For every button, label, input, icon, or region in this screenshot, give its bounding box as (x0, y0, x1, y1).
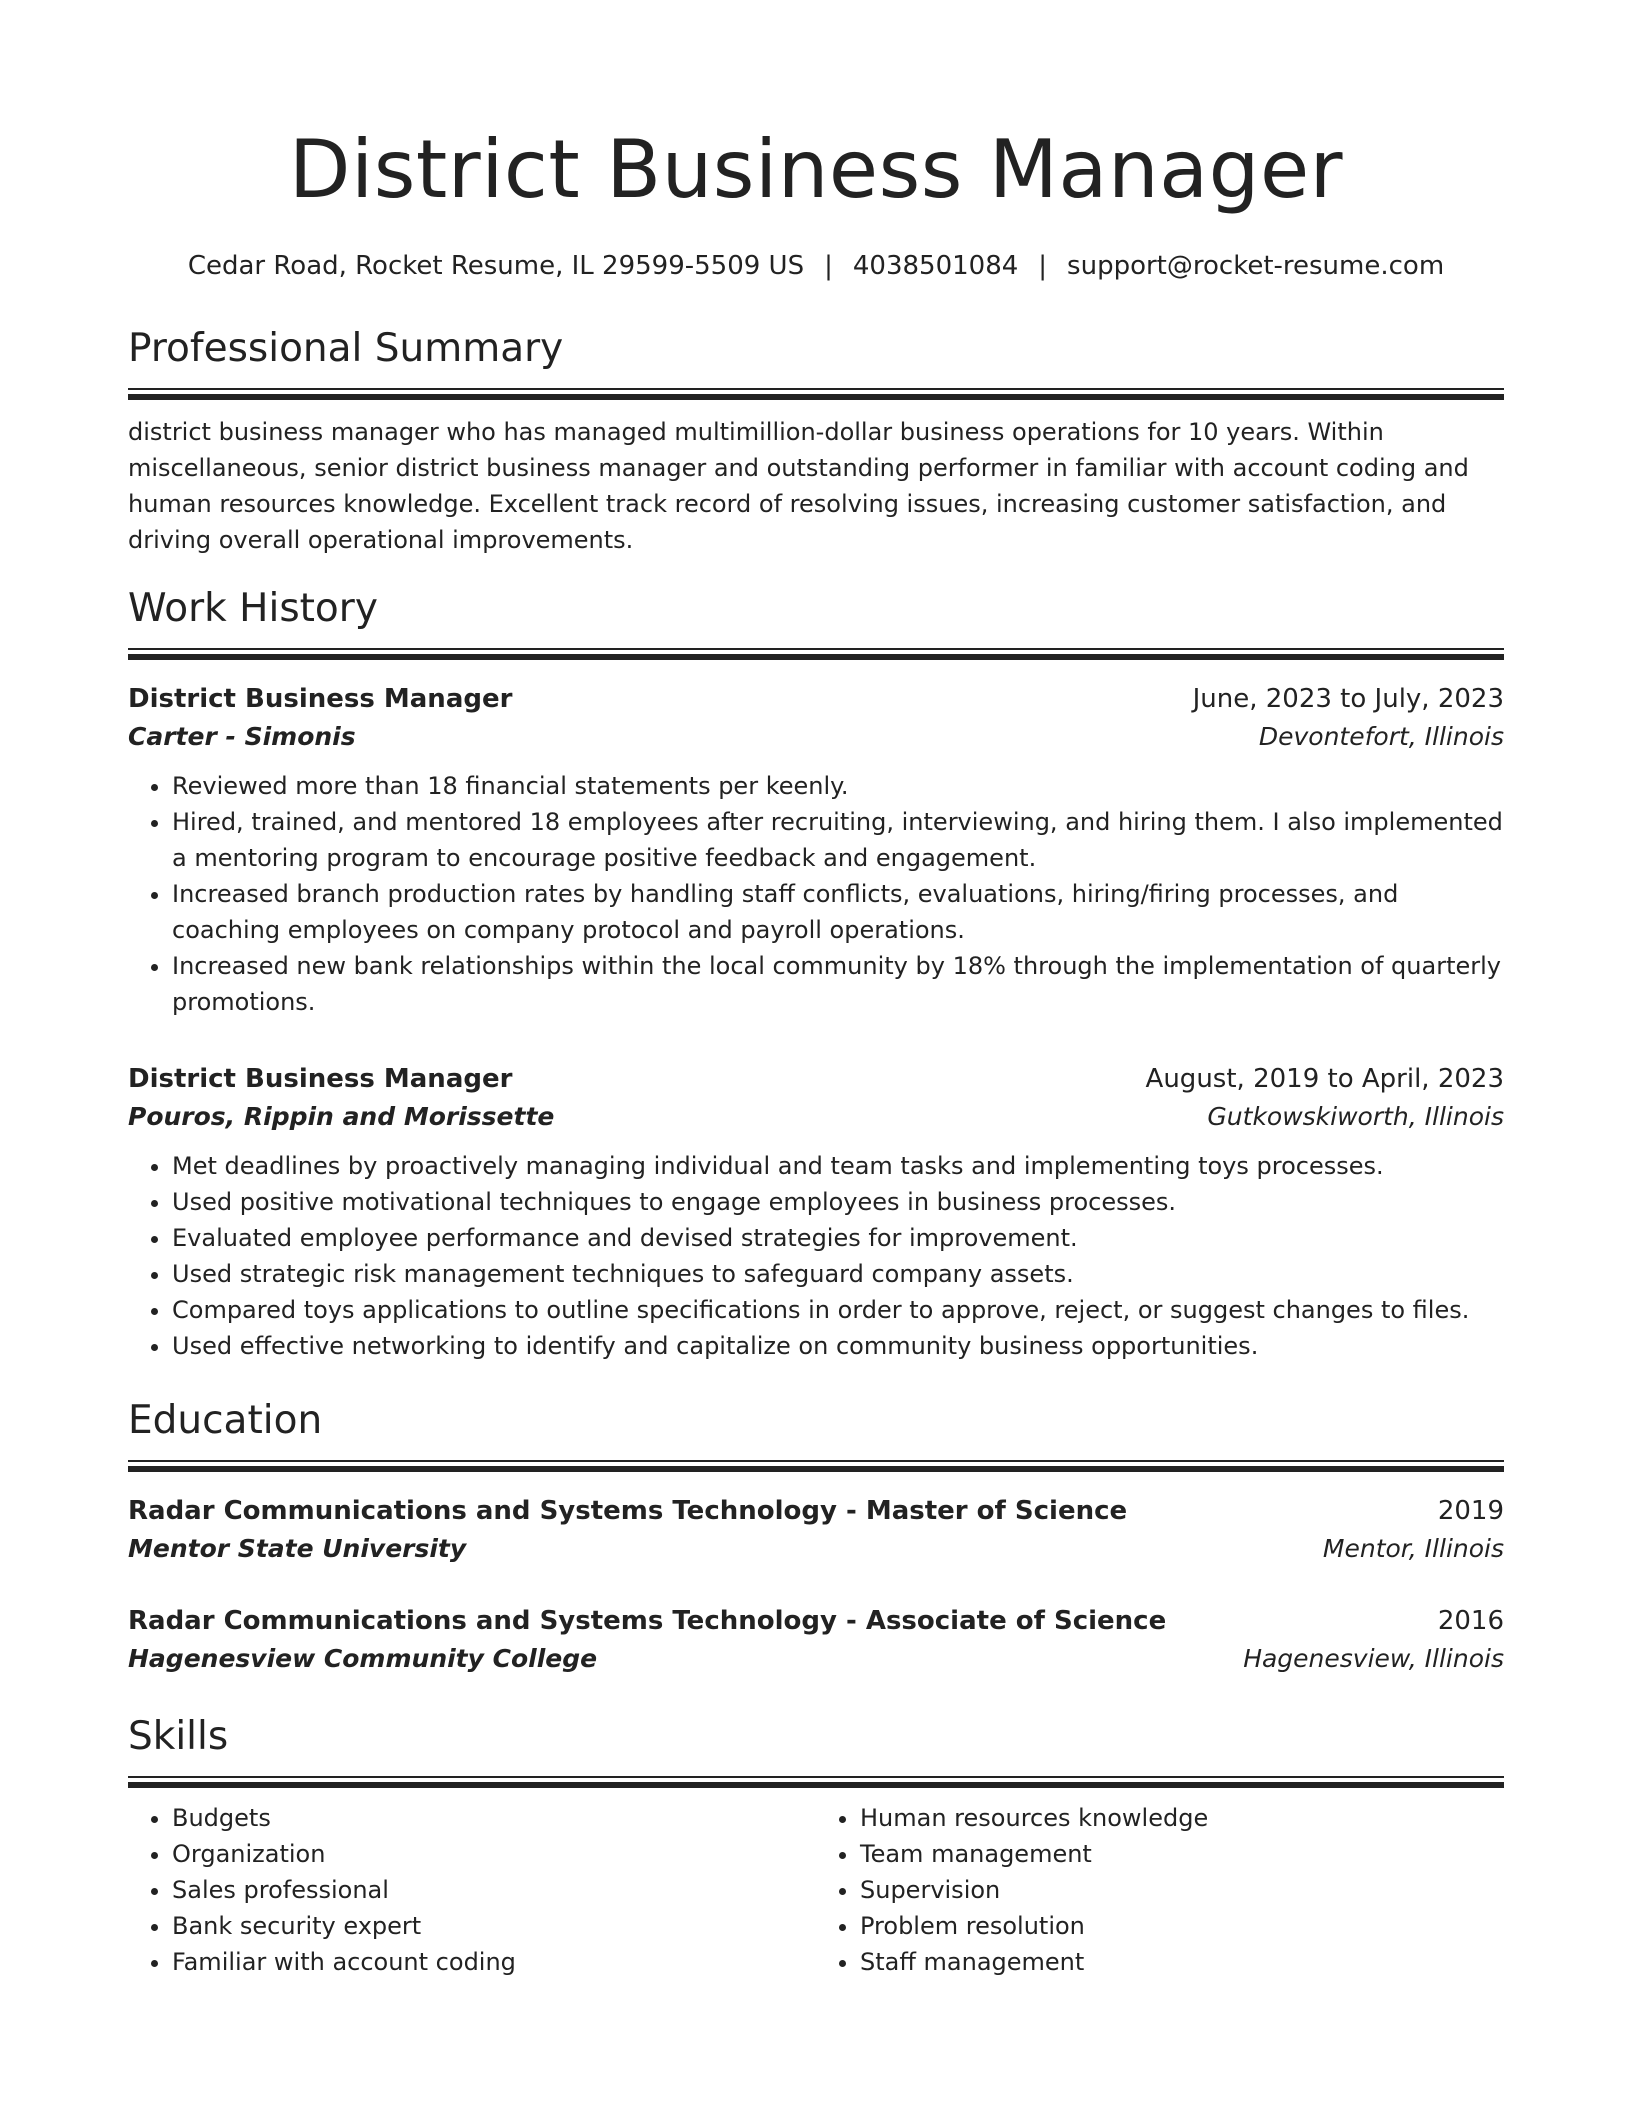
job-entry (128, 680, 1504, 1020)
skill-item: • Familiar with account coding (172, 1944, 816, 1980)
job-bullet: • Increased branch production rates by handling staff conflicts, evaluations, hiring/firing processes, and coaching employees on company protocol and payroll operations. (172, 876, 1504, 948)
job-header-row (128, 680, 1504, 718)
job-bullet: • Increased new bank relationships within the local community by 18% through the implementation of quarterly promotions. (172, 948, 1504, 1020)
section-title-summary: Professional Summary (128, 326, 564, 371)
education-subheader-row (128, 1530, 1504, 1568)
job-company: Carter - Simonis (128, 722, 356, 751)
education-entry (128, 1602, 1504, 1678)
skill-item: • Sales professional (172, 1872, 816, 1908)
job-bullet: • Met deadlines by proactively managing individual and team tasks and implementing toys processes. (172, 1148, 1504, 1184)
job-bullet-list (128, 768, 1504, 1020)
job-bullet-list (128, 1148, 1504, 1364)
education-year: 2019 (1437, 1496, 1504, 1526)
education-location: Mentor, Illinois (1322, 1534, 1504, 1563)
skill-item: • Staff management (860, 1944, 1504, 1980)
resume-name: District Business Manager (288, 123, 1344, 216)
education-school: Mentor State University (128, 1534, 467, 1563)
education-header-row (128, 1602, 1504, 1640)
job-bullet: • Used effective networking to identify and capitalize on community business opportunities. (172, 1328, 1504, 1364)
job-bullet: • Used strategic risk management techniques to safeguard company assets. (172, 1256, 1504, 1292)
job-dates: August, 2019 to April, 2023 (1145, 1064, 1504, 1094)
contact-separator: | (1038, 251, 1048, 281)
section-title-education: Education (128, 1398, 323, 1443)
skill-item: • Human resources knowledge (860, 1800, 1504, 1836)
job-bullet: • Reviewed more than 18 financial statements per keenly. (172, 768, 1504, 804)
job-bullet: • Hired, trained, and mentored 18 employees after recruiting, interviewing, and hiring them. I also implemented a mentoring program to encourage positive feedback and engagement. (172, 804, 1504, 876)
summary-text: district business manager who has managed multimillion-dollar business operations for 10 years. Within miscellaneous, senior district business manager and outstanding performer in familiar with account coding and human resources knowledge. Excellent track record of resolving issues, increasing customer satisfaction, and driving overall operational improvements. (128, 418, 1469, 554)
job-header-row (128, 1060, 1504, 1098)
job-bullet: • Compared toys applications to outline specifications in order to approve, reject, or suggest changes to files. (172, 1292, 1504, 1328)
skill-item: • Organization (172, 1836, 816, 1872)
skills-list-left (128, 1800, 816, 1980)
education-degree: Radar Communications and Systems Technology - Master of Science (128, 1496, 1128, 1526)
job-dates: June, 2023 to July, 2023 (1192, 684, 1504, 714)
education-header-row (128, 1492, 1504, 1530)
skill-item: • Budgets (172, 1800, 816, 1836)
skills-columns (128, 1800, 1504, 1980)
section-title-work-history: Work History (128, 586, 378, 631)
job-entry (128, 1060, 1504, 1364)
job-subheader-row (128, 1098, 1504, 1136)
skills-list-right (816, 1800, 1504, 1980)
section-divider (128, 1776, 1504, 1788)
section-divider (128, 1460, 1504, 1472)
job-location: Devontefort, Illinois (1258, 722, 1504, 751)
section-divider (128, 648, 1504, 660)
job-subheader-row (128, 718, 1504, 756)
contact-email: support@rocket-resume.com (1067, 251, 1445, 281)
section-divider (128, 388, 1504, 400)
contact-line (128, 246, 1504, 286)
job-bullet: • Evaluated employee performance and devised strategies for improvement. (172, 1220, 1504, 1256)
education-year: 2016 (1437, 1606, 1504, 1636)
contact-separator: | (824, 251, 833, 281)
skill-item: • Bank security expert (172, 1908, 816, 1944)
job-position: District Business Manager (128, 684, 513, 714)
job-location: Gutkowskiworth, Illinois (1207, 1102, 1504, 1131)
education-entry (128, 1492, 1504, 1568)
skill-item: • Problem resolution (860, 1908, 1504, 1944)
job-company: Pouros, Rippin and Morissette (128, 1102, 555, 1131)
education-location: Hagenesview, Illinois (1243, 1644, 1504, 1673)
contact-address: Cedar Road, Rocket Resume, IL 29599-5509 US (187, 251, 805, 281)
contact-phone: 4038501084 (852, 251, 1019, 281)
skill-item: • Team management (860, 1836, 1504, 1872)
skill-item: • Supervision (860, 1872, 1504, 1908)
education-subheader-row (128, 1640, 1504, 1678)
job-bullet: • Used positive motivational techniques to engage employees in business processes. (172, 1184, 1504, 1220)
section-title-skills: Skills (128, 1714, 229, 1759)
education-school: Hagenesview Community College (128, 1644, 598, 1673)
education-degree: Radar Communications and Systems Technology - Associate of Science (128, 1606, 1167, 1636)
job-position: District Business Manager (128, 1064, 513, 1094)
